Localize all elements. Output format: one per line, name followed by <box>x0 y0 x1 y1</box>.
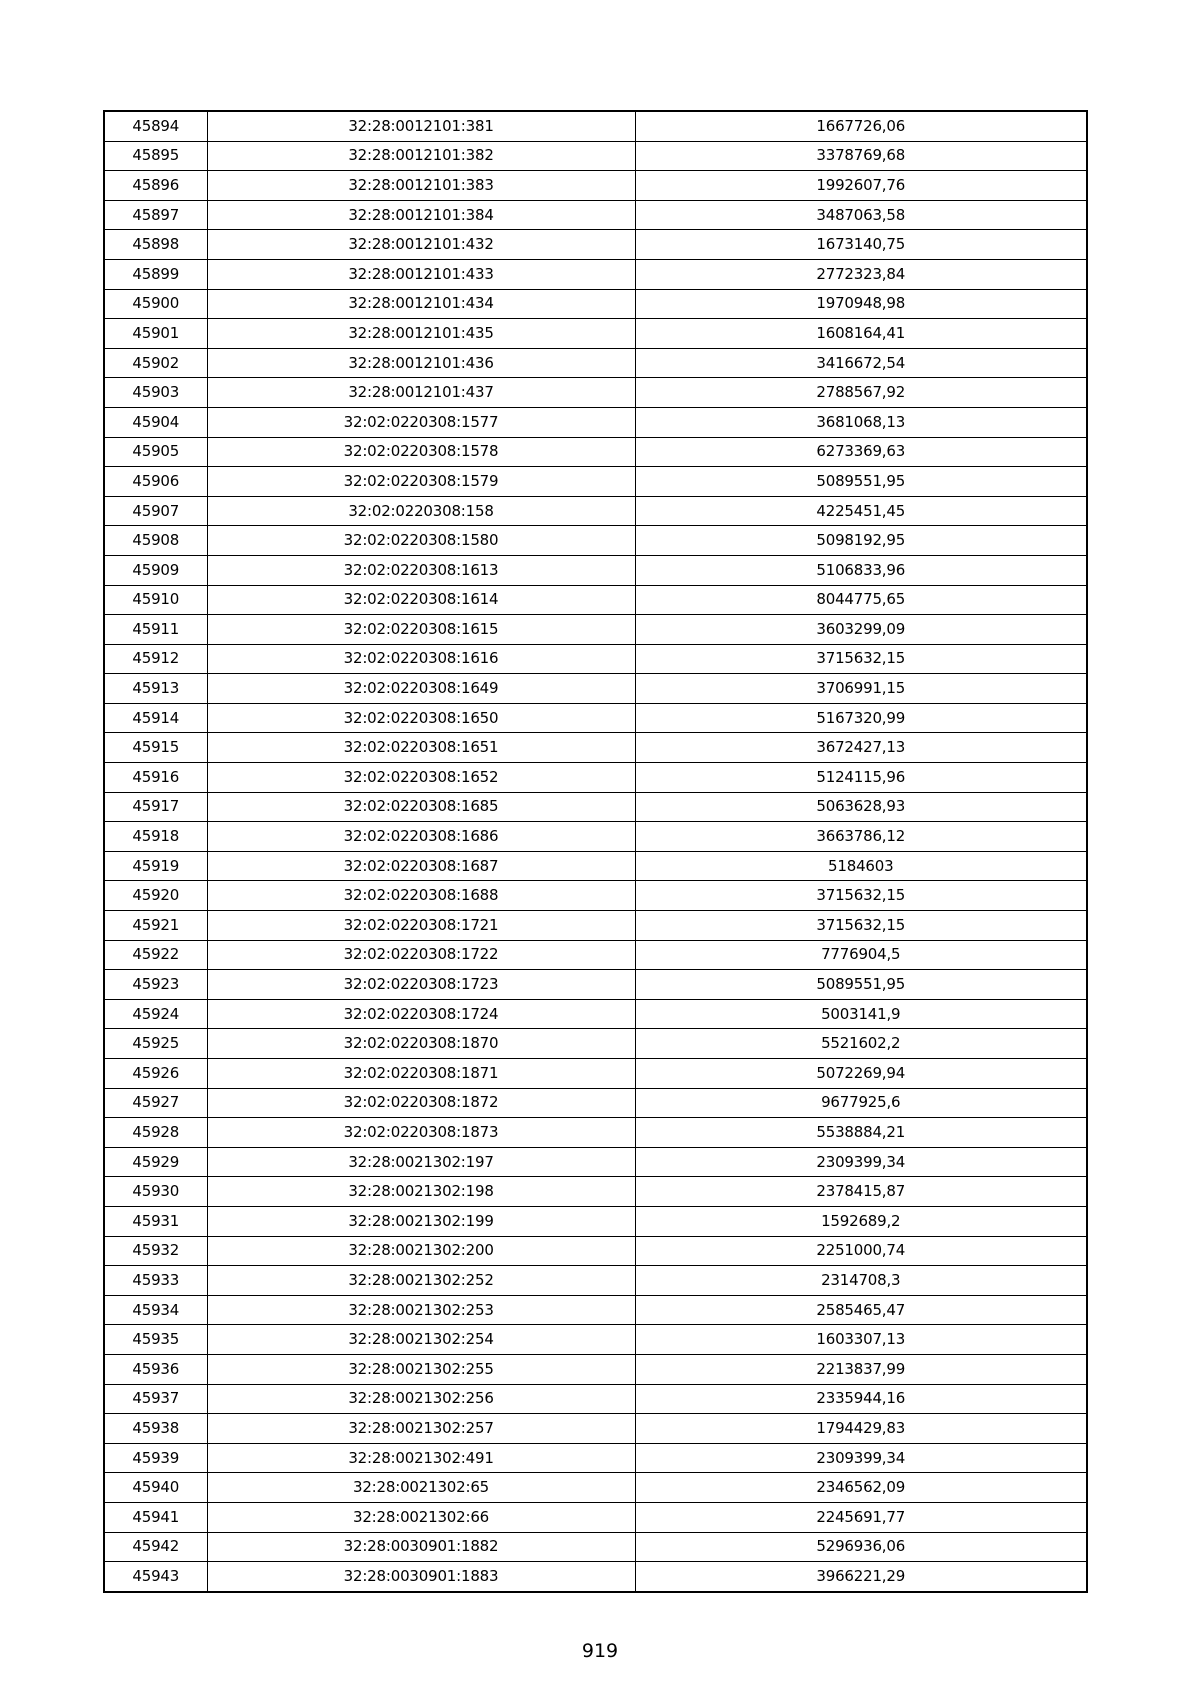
cadastral-number-cell: 32:02:0220308:1650 <box>207 703 635 733</box>
row-number-cell: 45894 <box>104 111 207 141</box>
cadastral-number-cell: 32:28:0012101:437 <box>207 378 635 408</box>
cadastral-value-cell: 3715632,15 <box>635 644 1087 674</box>
cadastral-value-cell: 2585465,47 <box>635 1295 1087 1325</box>
row-number-cell: 45923 <box>104 970 207 1000</box>
row-number-cell: 45898 <box>104 230 207 260</box>
row-number-cell: 45921 <box>104 911 207 941</box>
table-body <box>104 111 1087 1592</box>
table-row <box>104 851 1087 881</box>
cadastral-number-cell: 32:02:0220308:1873 <box>207 1118 635 1148</box>
cadastral-value-cell: 1673140,75 <box>635 230 1087 260</box>
cadastral-number-cell: 32:02:0220308:1614 <box>207 585 635 615</box>
cadastral-value-cell: 8044775,65 <box>635 585 1087 615</box>
cadastral-number-cell: 32:28:0012101:381 <box>207 111 635 141</box>
cadastral-number-cell: 32:02:0220308:1616 <box>207 644 635 674</box>
row-number-cell: 45911 <box>104 615 207 645</box>
row-number-cell: 45915 <box>104 733 207 763</box>
cadastral-number-cell: 32:28:0021302:491 <box>207 1443 635 1473</box>
table-row <box>104 1059 1087 1089</box>
cadastral-value-cell: 5521602,2 <box>635 1029 1087 1059</box>
row-number-cell: 45942 <box>104 1532 207 1562</box>
cadastral-value-cell: 4225451,45 <box>635 496 1087 526</box>
cadastral-number-cell: 32:28:0021302:255 <box>207 1354 635 1384</box>
table-row <box>104 763 1087 793</box>
table-row <box>104 1177 1087 1207</box>
cadastral-number-cell: 32:28:0012101:436 <box>207 348 635 378</box>
table-row <box>104 1118 1087 1148</box>
table-row <box>104 703 1087 733</box>
cadastral-value-cell: 2346562,09 <box>635 1473 1087 1503</box>
cadastral-number-cell: 32:28:0012101:433 <box>207 259 635 289</box>
table-row <box>104 171 1087 201</box>
row-number-cell: 45934 <box>104 1295 207 1325</box>
cadastral-value-cell: 3966221,29 <box>635 1562 1087 1592</box>
cadastral-value-cell: 1608164,41 <box>635 319 1087 349</box>
row-number-cell: 45912 <box>104 644 207 674</box>
cadastral-value-cell: 6273369,63 <box>635 437 1087 467</box>
cadastral-value-cell: 5089551,95 <box>635 467 1087 497</box>
table-row <box>104 940 1087 970</box>
cadastral-value-cell: 2788567,92 <box>635 378 1087 408</box>
cadastral-value-cell: 2772323,84 <box>635 259 1087 289</box>
row-number-cell: 45936 <box>104 1354 207 1384</box>
table-row <box>104 585 1087 615</box>
table-row <box>104 259 1087 289</box>
cadastral-number-cell: 32:02:0220308:1652 <box>207 763 635 793</box>
cadastral-value-cell: 5072269,94 <box>635 1059 1087 1089</box>
cadastral-number-cell: 32:02:0220308:1688 <box>207 881 635 911</box>
cadastral-value-cell: 3603299,09 <box>635 615 1087 645</box>
cadastral-value-cell: 3715632,15 <box>635 911 1087 941</box>
cadastral-number-cell: 32:02:0220308:1615 <box>207 615 635 645</box>
table-row <box>104 644 1087 674</box>
cadastral-number-cell: 32:28:0030901:1883 <box>207 1562 635 1592</box>
cadastral-value-table <box>103 110 1088 1593</box>
cadastral-number-cell: 32:28:0021302:198 <box>207 1177 635 1207</box>
cadastral-value-cell: 3487063,58 <box>635 200 1087 230</box>
cadastral-value-cell: 1992607,76 <box>635 171 1087 201</box>
table-row <box>104 1532 1087 1562</box>
row-number-cell: 45937 <box>104 1384 207 1414</box>
row-number-cell: 45935 <box>104 1325 207 1355</box>
table-row <box>104 378 1087 408</box>
cadastral-value-cell: 5538884,21 <box>635 1118 1087 1148</box>
cadastral-value-cell: 2251000,74 <box>635 1236 1087 1266</box>
table-row <box>104 999 1087 1029</box>
table-row <box>104 1206 1087 1236</box>
cadastral-value-cell: 5106833,96 <box>635 555 1087 585</box>
row-number-cell: 45902 <box>104 348 207 378</box>
table-row <box>104 1414 1087 1444</box>
cadastral-number-cell: 32:28:0012101:384 <box>207 200 635 230</box>
cadastral-value-cell: 3416672,54 <box>635 348 1087 378</box>
table-row <box>104 496 1087 526</box>
cadastral-value-cell: 3681068,13 <box>635 407 1087 437</box>
row-number-cell: 45929 <box>104 1147 207 1177</box>
cadastral-value-cell: 2213837,99 <box>635 1354 1087 1384</box>
cadastral-value-cell: 2245691,77 <box>635 1502 1087 1532</box>
row-number-cell: 45899 <box>104 259 207 289</box>
cadastral-number-cell: 32:28:0021302:252 <box>207 1266 635 1296</box>
table-row <box>104 1029 1087 1059</box>
cadastral-number-cell: 32:28:0030901:1882 <box>207 1532 635 1562</box>
row-number-cell: 45919 <box>104 851 207 881</box>
row-number-cell: 45913 <box>104 674 207 704</box>
table-row <box>104 615 1087 645</box>
row-number-cell: 45900 <box>104 289 207 319</box>
cadastral-value-cell: 1970948,98 <box>635 289 1087 319</box>
cadastral-number-cell: 32:02:0220308:1724 <box>207 999 635 1029</box>
table-row <box>104 1354 1087 1384</box>
cadastral-number-cell: 32:02:0220308:1579 <box>207 467 635 497</box>
table-row <box>104 200 1087 230</box>
cadastral-number-cell: 32:02:0220308:1872 <box>207 1088 635 1118</box>
cadastral-value-cell: 2378415,87 <box>635 1177 1087 1207</box>
cadastral-number-cell: 32:28:0021302:66 <box>207 1502 635 1532</box>
row-number-cell: 45925 <box>104 1029 207 1059</box>
table-row <box>104 348 1087 378</box>
table-row <box>104 1443 1087 1473</box>
row-number-cell: 45924 <box>104 999 207 1029</box>
cadastral-value-cell: 9677925,6 <box>635 1088 1087 1118</box>
row-number-cell: 45907 <box>104 496 207 526</box>
table-row <box>104 1562 1087 1592</box>
cadastral-number-cell: 32:28:0021302:257 <box>207 1414 635 1444</box>
cadastral-number-cell: 32:02:0220308:1613 <box>207 555 635 585</box>
cadastral-number-cell: 32:02:0220308:1722 <box>207 940 635 970</box>
row-number-cell: 45917 <box>104 792 207 822</box>
cadastral-number-cell: 32:02:0220308:1687 <box>207 851 635 881</box>
cadastral-number-cell: 32:28:0012101:434 <box>207 289 635 319</box>
cadastral-value-cell: 2314708,3 <box>635 1266 1087 1296</box>
table-row <box>104 1147 1087 1177</box>
row-number-cell: 45909 <box>104 555 207 585</box>
cadastral-value-cell: 5296936,06 <box>635 1532 1087 1562</box>
table-row <box>104 230 1087 260</box>
row-number-cell: 45904 <box>104 407 207 437</box>
row-number-cell: 45916 <box>104 763 207 793</box>
cadastral-number-cell: 32:02:0220308:1685 <box>207 792 635 822</box>
cadastral-number-cell: 32:02:0220308:1686 <box>207 822 635 852</box>
table-row <box>104 792 1087 822</box>
cadastral-number-cell: 32:28:0021302:200 <box>207 1236 635 1266</box>
row-number-cell: 45943 <box>104 1562 207 1592</box>
table-row <box>104 1088 1087 1118</box>
table-row <box>104 1473 1087 1503</box>
cadastral-number-cell: 32:02:0220308:1651 <box>207 733 635 763</box>
row-number-cell: 45922 <box>104 940 207 970</box>
cadastral-number-cell: 32:02:0220308:1871 <box>207 1059 635 1089</box>
row-number-cell: 45941 <box>104 1502 207 1532</box>
table-row <box>104 141 1087 171</box>
table-row <box>104 1325 1087 1355</box>
cadastral-number-cell: 32:02:0220308:1870 <box>207 1029 635 1059</box>
cadastral-number-cell: 32:02:0220308:1723 <box>207 970 635 1000</box>
row-number-cell: 45905 <box>104 437 207 467</box>
cadastral-number-cell: 32:28:0012101:382 <box>207 141 635 171</box>
table-row <box>104 1236 1087 1266</box>
cadastral-value-cell: 1667726,06 <box>635 111 1087 141</box>
row-number-cell: 45914 <box>104 703 207 733</box>
cadastral-number-cell: 32:28:0021302:65 <box>207 1473 635 1503</box>
cadastral-number-cell: 32:02:0220308:1580 <box>207 526 635 556</box>
cadastral-value-cell: 5184603 <box>635 851 1087 881</box>
table-row <box>104 674 1087 704</box>
table-row <box>104 319 1087 349</box>
cadastral-value-cell: 5003141,9 <box>635 999 1087 1029</box>
cadastral-number-cell: 32:02:0220308:1721 <box>207 911 635 941</box>
table-row <box>104 1502 1087 1532</box>
row-number-cell: 45940 <box>104 1473 207 1503</box>
page-number: 919 <box>581 1640 619 1662</box>
row-number-cell: 45927 <box>104 1088 207 1118</box>
table-row <box>104 555 1087 585</box>
row-number-cell: 45895 <box>104 141 207 171</box>
cadastral-number-cell: 32:28:0021302:199 <box>207 1206 635 1236</box>
cadastral-value-cell: 1592689,2 <box>635 1206 1087 1236</box>
row-number-cell: 45931 <box>104 1206 207 1236</box>
cadastral-value-cell: 2309399,34 <box>635 1147 1087 1177</box>
table-row <box>104 822 1087 852</box>
table-row <box>104 407 1087 437</box>
cadastral-value-cell: 5063628,93 <box>635 792 1087 822</box>
row-number-cell: 45938 <box>104 1414 207 1444</box>
table-row <box>104 437 1087 467</box>
row-number-cell: 45920 <box>104 881 207 911</box>
table-row <box>104 467 1087 497</box>
row-number-cell: 45897 <box>104 200 207 230</box>
table-row <box>104 733 1087 763</box>
cadastral-value-cell: 2309399,34 <box>635 1443 1087 1473</box>
table-row <box>104 970 1087 1000</box>
cadastral-number-cell: 32:02:0220308:1577 <box>207 407 635 437</box>
cadastral-number-cell: 32:28:0012101:383 <box>207 171 635 201</box>
table-row <box>104 911 1087 941</box>
cadastral-number-cell: 32:02:0220308:158 <box>207 496 635 526</box>
cadastral-value-cell: 3672427,13 <box>635 733 1087 763</box>
row-number-cell: 45928 <box>104 1118 207 1148</box>
table-row <box>104 881 1087 911</box>
row-number-cell: 45926 <box>104 1059 207 1089</box>
row-number-cell: 45933 <box>104 1266 207 1296</box>
row-number-cell: 45910 <box>104 585 207 615</box>
cadastral-number-cell: 32:28:0021302:254 <box>207 1325 635 1355</box>
table-row <box>104 1384 1087 1414</box>
row-number-cell: 45939 <box>104 1443 207 1473</box>
cadastral-number-cell: 32:28:0012101:432 <box>207 230 635 260</box>
cadastral-number-cell: 32:28:0021302:253 <box>207 1295 635 1325</box>
cadastral-value-cell: 3715632,15 <box>635 881 1087 911</box>
table-row <box>104 526 1087 556</box>
cadastral-value-cell: 2335944,16 <box>635 1384 1087 1414</box>
row-number-cell: 45918 <box>104 822 207 852</box>
cadastral-number-cell: 32:02:0220308:1578 <box>207 437 635 467</box>
cadastral-value-cell: 5089551,95 <box>635 970 1087 1000</box>
cadastral-number-cell: 32:28:0012101:435 <box>207 319 635 349</box>
table-row <box>104 1295 1087 1325</box>
cadastral-number-cell: 32:02:0220308:1649 <box>207 674 635 704</box>
cadastral-value-cell: 5124115,96 <box>635 763 1087 793</box>
table-row <box>104 1266 1087 1296</box>
cadastral-value-cell: 1603307,13 <box>635 1325 1087 1355</box>
row-number-cell: 45930 <box>104 1177 207 1207</box>
row-number-cell: 45896 <box>104 171 207 201</box>
cadastral-value-cell: 5167320,99 <box>635 703 1087 733</box>
row-number-cell: 45932 <box>104 1236 207 1266</box>
row-number-cell: 45901 <box>104 319 207 349</box>
cadastral-number-cell: 32:28:0021302:256 <box>207 1384 635 1414</box>
table-row <box>104 289 1087 319</box>
cadastral-value-cell: 7776904,5 <box>635 940 1087 970</box>
cadastral-number-cell: 32:28:0021302:197 <box>207 1147 635 1177</box>
cadastral-value-cell: 3378769,68 <box>635 141 1087 171</box>
table-row <box>104 111 1087 141</box>
row-number-cell: 45906 <box>104 467 207 497</box>
cadastral-value-cell: 5098192,95 <box>635 526 1087 556</box>
cadastral-value-cell: 3663786,12 <box>635 822 1087 852</box>
row-number-cell: 45908 <box>104 526 207 556</box>
row-number-cell: 45903 <box>104 378 207 408</box>
cadastral-value-cell: 3706991,15 <box>635 674 1087 704</box>
cadastral-value-cell: 1794429,83 <box>635 1414 1087 1444</box>
